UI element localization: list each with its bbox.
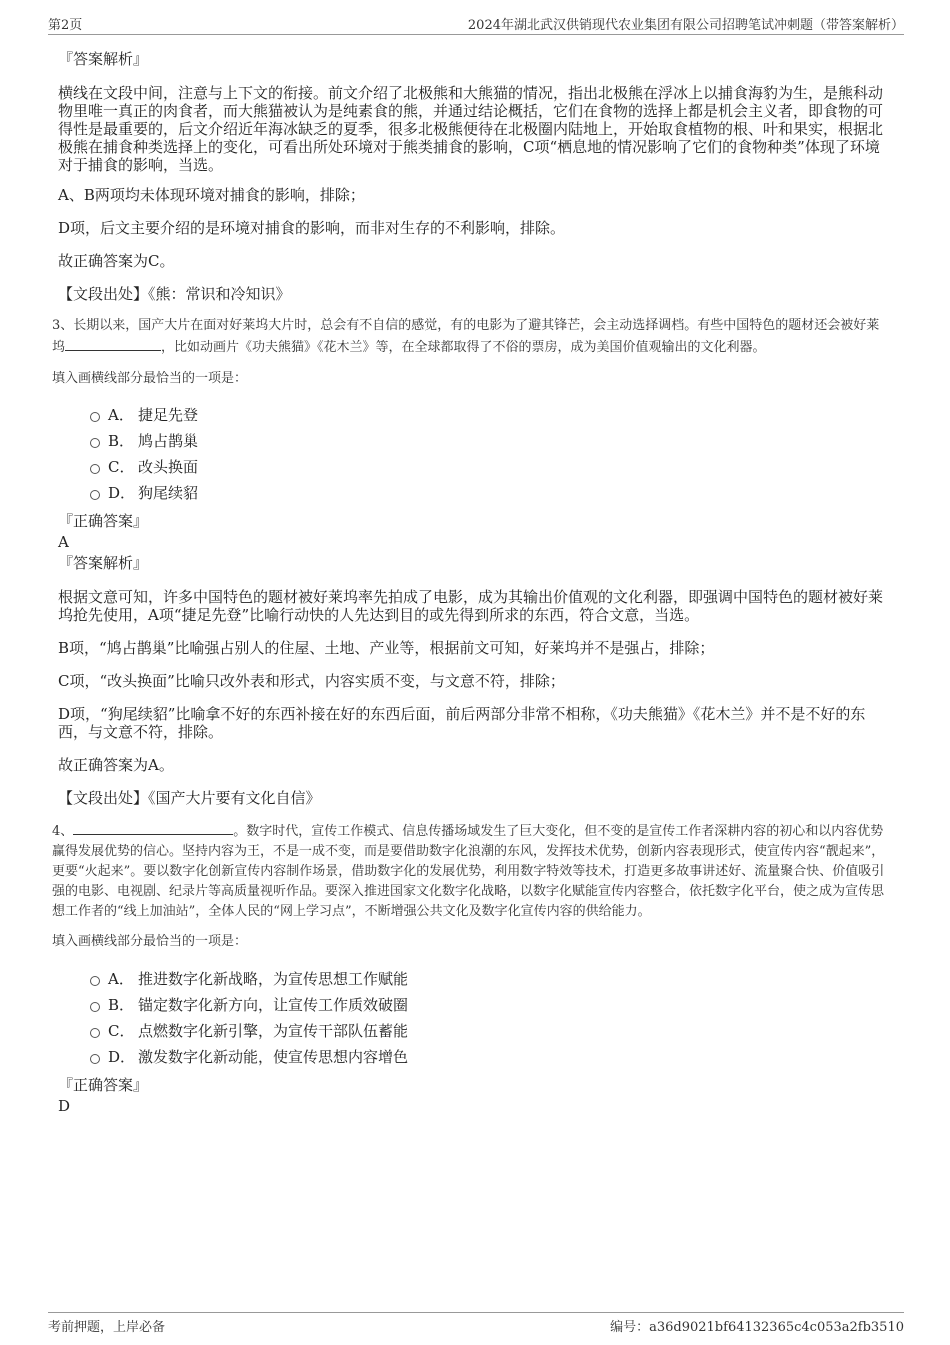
passage-source: 【文段出处】《熊：常识和冷知识》 (58, 285, 291, 303)
radio-icon[interactable] (90, 490, 100, 500)
correct-answer: D (58, 1097, 71, 1115)
page-number: 第2页 (48, 18, 83, 33)
option-c[interactable]: C． 改头换面 (52, 454, 892, 480)
option-list (52, 966, 892, 1070)
radio-icon[interactable] (90, 1028, 100, 1038)
option-a[interactable]: A． 捷足先登 (52, 402, 892, 428)
document-code: 编号：a36d9021bf64132365c4c053a2fb3510 (610, 1320, 904, 1335)
option-a[interactable]: A． 推进数字化新战略，为宣传思想工作赋能 (52, 966, 892, 992)
correct-answer-label: 『正确答案』 (58, 1076, 149, 1094)
page-header (48, 12, 904, 35)
radio-icon[interactable] (90, 464, 100, 474)
option-b[interactable]: B． 锚定数字化新方向，让宣传工作质效破圈 (52, 992, 892, 1018)
analysis-conclusion: 故正确答案为C。 (58, 252, 175, 270)
radio-icon[interactable] (90, 438, 100, 448)
analysis-option-d: D项，“狗尾续貂”比喻拿不好的东西补接在好的东西后面，前后两部分非常不相称，《功夫熊猫》《花木兰》并不是不好的东西，与文意不符，排除。 (58, 705, 866, 741)
analysis-label: 『答案解析』 (58, 554, 149, 572)
correct-answer: A (58, 533, 69, 551)
analysis-label: 『答案解析』 (58, 50, 149, 68)
question-stem: 4、 。数字时代，宣传工作模式、信息传播场域发生了巨大变化，但不变的是宣传工作者深耕内容的初心和以内容优势赢得发展优势的信心。坚持内容为王，不是一成不变，而是要借助数字化浪潮的东风，发挥技术优势，创新内容表现形式，使宣传内容“靓起来”，更要“火起来”。要以数字化创新宣传内容制作场景，借助数字化的发展优势，利用数字特效等技术，打造更多故事讲述好、流量聚合快、价值吸引强的电影、电视剧、纪录片等高质量视听作品。要深入推进国家文化数字化战略，以数字化赋能宣传内容整合，依托数字化平台，使之成为宣传思想工作者的“线上加油站”，全体人民的“网上学习点”，不断增强公共文化及数字化宣传内容的供给能力。 (52, 820, 892, 922)
radio-icon[interactable] (90, 412, 100, 422)
option-b[interactable]: B． 鸠占鹊巢 (52, 428, 892, 454)
radio-icon[interactable] (90, 976, 100, 986)
option-d[interactable]: D． 狗尾续貂 (52, 480, 892, 506)
analysis-option-d: D项，后文主要介绍的是环境对捕食的影响，而非对生存的不利影响，排除。 (58, 219, 566, 237)
option-d[interactable]: D． 激发数字化新动能，使宣传思想内容增色 (52, 1044, 892, 1070)
option-list (52, 402, 892, 506)
document-title: 2024年湖北武汉供销现代农业集团有限公司招聘笔试冲刺题（带答案解析） (467, 18, 904, 33)
option-c[interactable]: C． 点燃数字化新引擎，为宣传干部队伍蓄能 (52, 1018, 892, 1044)
analysis-option-c: C项，“改头换面”比喻只改外表和形式，内容实质不变，与文意不符，排除； (58, 672, 565, 690)
radio-icon[interactable] (90, 1002, 100, 1012)
footer-slogan: 考前押题，上岸必备 (48, 1320, 166, 1335)
question-stem: 3、长期以来，国产大片在面对好莱坞大片时，总会有不自信的感觉，有的电影为了避其锋芒，会主动选择调档。有些中国特色的题材还会被好莱坞 ，比如动画片《功夫熊猫》《花木兰》等，在全球都取得了不俗的票房，成为美国价值观输出的文化利器。 (52, 318, 880, 355)
analysis-text: 横线在文段中间，注意与上下文的衔接。前文介绍了北极熊和大熊猫的情况，指出北极熊在浮冰上以捕食海豹为生，是熊科动物里唯一真正的肉食者，而大熊猫被认为是纯素食的熊，并通过结论概括，它们在食物的选择上都是机会主义者，即食物的可得性是最重要的，后文介绍近年海冰缺乏的夏季，很多北极熊便待在北极圈内陆地上，开始取食植物的根、叶和果实，根据北极熊在捕食种类选择上的变化，可看出所处环境对于熊类捕食的影响，C项“栖息地的情况影响了它们的食物种类”体现了环境对于捕食的影响，当选。 (58, 84, 884, 174)
analysis-option-ab: A、B两项均未体现环境对捕食的影响，排除； (58, 186, 365, 204)
correct-answer-label: 『正确答案』 (58, 512, 149, 530)
answer-blank (65, 336, 161, 351)
document-body (52, 44, 892, 1115)
passage-source: 【文段出处】《国产大片要有文化自信》 (58, 789, 321, 807)
analysis-conclusion: 故正确答案为A。 (58, 756, 174, 774)
analysis-option-b: B项，“鸠占鹊巢”比喻强占别人的住屋、土地、产业等，根据前文可知，好莱坞并不是强占，排除； (58, 639, 715, 657)
answer-blank (73, 820, 233, 835)
radio-icon[interactable] (90, 1054, 100, 1064)
question-prompt: 填入画横线部分最恰当的一项是： (52, 371, 248, 386)
analysis-text: 根据文意可知，许多中国特色的题材被好莱坞率先拍成了电影，成为其输出价值观的文化利器，即强调中国特色的题材被好莱坞抢先使用，A项“捷足先登”比喻行动快的人先达到目的或先得到所求的东西，符合文意，当选。 (58, 588, 884, 624)
page-footer (48, 1312, 904, 1335)
question-prompt: 填入画横线部分最恰当的一项是： (52, 934, 248, 949)
